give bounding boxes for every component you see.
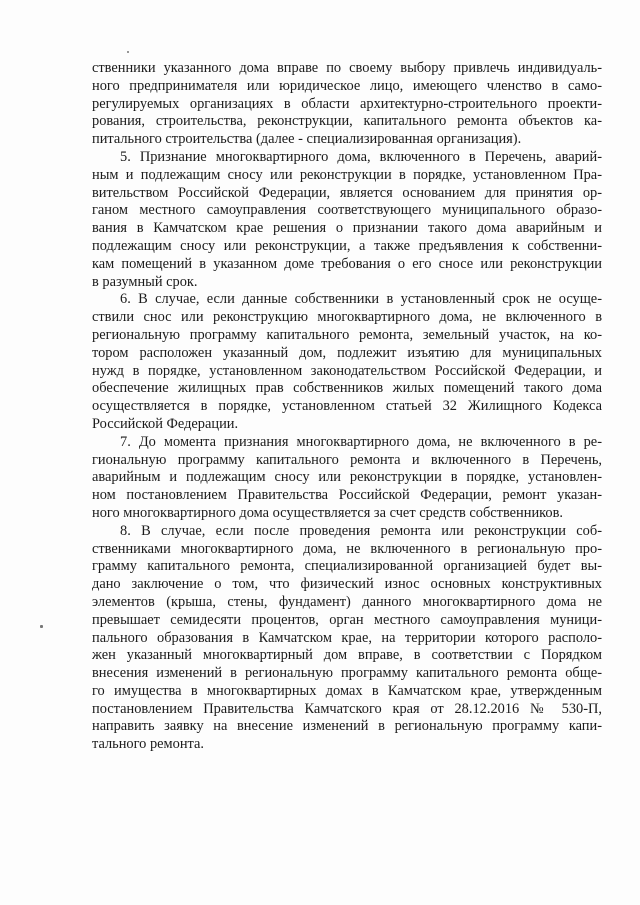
text-line: направить заявку на внесение изменений в региональную программу капи-	[92, 718, 602, 735]
text-line: превышает семидесяти процентов, орган местного самоуправления муници-	[92, 611, 602, 628]
text-line: ном постановлением Правительства Российской Федерации, ремонт указан-	[92, 487, 602, 504]
paragraph	[92, 149, 602, 291]
text-line: подлежащим сносу или реконструкции, а также предъявления к собственни-	[92, 237, 602, 254]
text-line: дано заключение о том, что физический износ основных конструктивных	[92, 576, 602, 593]
text-line: гиональную программу капитального ремонта и включенного в Перечень,	[92, 451, 602, 468]
document-body	[92, 60, 602, 754]
text-line: кам помещений в указанном доме требования о его сносе или реконструкции	[92, 255, 602, 272]
text-line: ным и подлежащим сносу или реконструкции в порядке, установленном Пра-	[92, 166, 602, 183]
text-line: пального образования в Камчатском крае, на территории которого располо-	[92, 629, 602, 646]
paragraph	[92, 523, 602, 754]
text-line: ного предпринимателя или юридическое лицо, имеющего членство в само-	[92, 77, 602, 94]
text-line: ственниками многоквартирного дома, не включенного в региональную про-	[92, 540, 602, 557]
text-line: жен указанный многоквартирный дом вправе, в соответствии с Порядком	[92, 647, 602, 664]
text-line: вания в Камчатском крае решения о признании такого дома аварийным и	[92, 220, 602, 237]
text-line: рования, строительства, реконструкции, капитального ремонта объектов ка-	[92, 113, 602, 130]
text-line: в разумный срок.	[92, 273, 198, 290]
text-line: обеспечение жилищных прав собственников жилых помещений такого дома	[92, 380, 602, 397]
text-line: питального строительства (далее - специализированная организация).	[92, 131, 522, 148]
text-line: 8. В случае, если после проведения ремонта или реконструкции соб-	[120, 522, 602, 539]
text-line: ного многоквартирного дома осуществляется за счет средств собственников.	[92, 504, 564, 521]
text-line: региональную программу капитального ремонта, земельный участок, на ко-	[92, 326, 602, 343]
text-line: 7. До момента признания многоквартирного дома, не включенного в ре-	[120, 433, 602, 450]
text-line: элементов (крыша, стены, фундамент) данного многоквартирного дома не	[92, 593, 602, 610]
text-line: Российской Федерации.	[92, 415, 239, 432]
text-line: регулируемых организациях в области архитектурно-строительного проекти-	[92, 95, 602, 112]
text-line: го имущества в многоквартирных домах в Камчатском крае, утвержденным	[92, 682, 602, 699]
paragraph	[92, 291, 602, 433]
text-line: тального ремонта.	[92, 736, 204, 753]
text-line: 6. В случае, если данные собственники в установленный срок не осуще-	[120, 291, 602, 308]
scan-speck	[40, 625, 43, 628]
paragraph	[92, 434, 602, 523]
text-line: нужд в порядке, установленном законодательством Российской Федерации, и	[92, 362, 602, 379]
text-line: грамму капитального ремонта, специализированной организацией будет вы-	[92, 558, 602, 575]
scan-speck	[127, 51, 129, 53]
paragraph	[92, 60, 602, 149]
text-line: ствили снос или реконструкцию многоквартирного дома, не включенного в	[92, 309, 602, 326]
text-line: 5. Признание многоквартирного дома, включенного в Перечень, аварий-	[120, 148, 602, 165]
text-line: ганом местного самоуправления соответствующего муниципального образо-	[92, 202, 602, 219]
text-line: тором расположен указанный дом, подлежит изъятию для муниципальных	[92, 344, 602, 361]
text-line: вительством Российской Федерации, является основанием для принятия ор-	[92, 184, 602, 201]
text-line: осуществляется в порядке, установленном статьей 32 Жилищного Кодекса	[92, 398, 602, 415]
text-line: ственники указанного дома вправе по своему выбору привлечь индивидуаль-	[92, 60, 602, 76]
text-line: постановлением Правительства Камчатского края от 28.12.2016 № 530-П,	[92, 700, 602, 717]
text-line: внесения изменений в региональную программу капитального ремонта обще-	[92, 665, 602, 682]
text-line: аварийным и подлежащим сносу или реконструкции в порядке, установлен-	[92, 469, 602, 486]
